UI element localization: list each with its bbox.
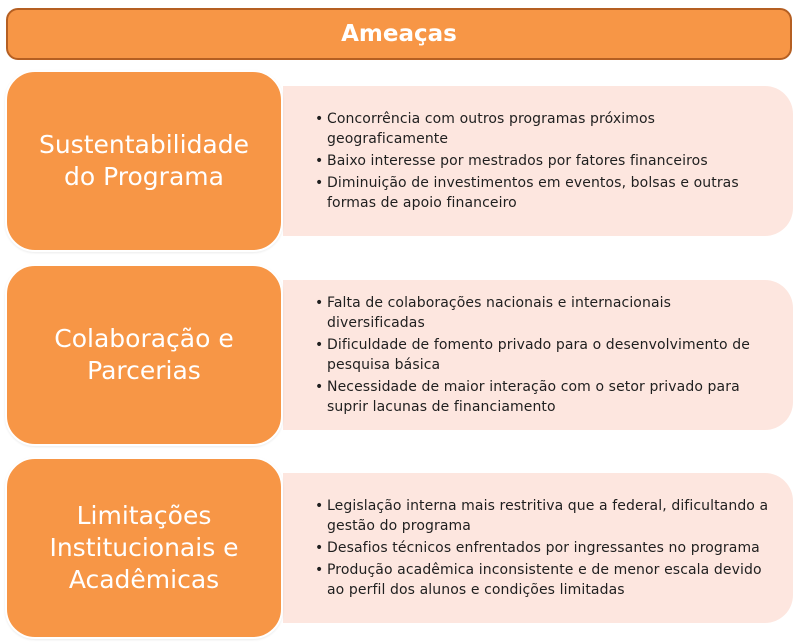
detail-box-limitacoes [283, 473, 793, 623]
detail-box-colaboracao [283, 280, 793, 430]
bullet-text: Legislação interna mais restritiva que a federal, dificultando a gestão do programa [327, 498, 769, 534]
category-label: Colaboração e Parcerias [54, 324, 234, 385]
category-box-limitacoes [5, 457, 283, 639]
diagram-title-box [6, 8, 792, 60]
bullet-item [315, 538, 769, 558]
bullet-text: Desafios técnicos enfrentados por ingressantes no programa [327, 540, 760, 556]
bullet-item [315, 496, 769, 536]
bullet-dot-icon: • [315, 540, 324, 556]
bullet-item [315, 335, 769, 375]
bullet-dot-icon: • [315, 153, 324, 169]
bullet-item [315, 377, 769, 417]
diagram-title: Ameaças [341, 21, 457, 47]
bullet-text: Falta de colaborações nacionais e internacionais diversificadas [327, 295, 672, 331]
bullet-dot-icon: • [315, 379, 324, 395]
bullet-text: Diminuição de investimentos em eventos, bolsas e outras formas de apoio financeiro [327, 175, 739, 211]
detail-box-sustentabilidade [283, 86, 793, 236]
bullet-dot-icon: • [315, 562, 324, 578]
bullet-dot-icon: • [315, 295, 324, 311]
bullet-text: Concorrência com outros programas próximos geograficamente [327, 111, 655, 147]
bullet-item [315, 109, 769, 149]
category-label: Sustentabilidade do Programa [38, 130, 250, 191]
category-box-colaboracao [5, 264, 283, 446]
bullet-item [315, 560, 769, 600]
bullet-dot-icon: • [315, 498, 324, 514]
bullet-text: Necessidade de maior interação com o setor privado para suprir lacunas de financiamento [327, 379, 740, 415]
bullet-text: Produção acadêmica inconsistente e de menor escala devido ao perfil dos alunos e condições limitadas [327, 562, 762, 598]
bullet-text: Baixo interesse por mestrados por fatores financeiros [327, 153, 708, 169]
bullet-item [315, 293, 769, 333]
bullet-dot-icon: • [315, 337, 324, 353]
category-label: Limitações Institucionais e Acadêmicas [49, 501, 239, 594]
bullet-item [315, 151, 769, 171]
category-box-sustentabilidade [5, 70, 283, 252]
bullet-text: Dificuldade de fomento privado para o desenvolvimento de pesquisa básica [327, 337, 750, 373]
bullet-item [315, 173, 769, 213]
bullet-dot-icon: • [315, 175, 324, 191]
bullet-dot-icon: • [315, 111, 324, 127]
